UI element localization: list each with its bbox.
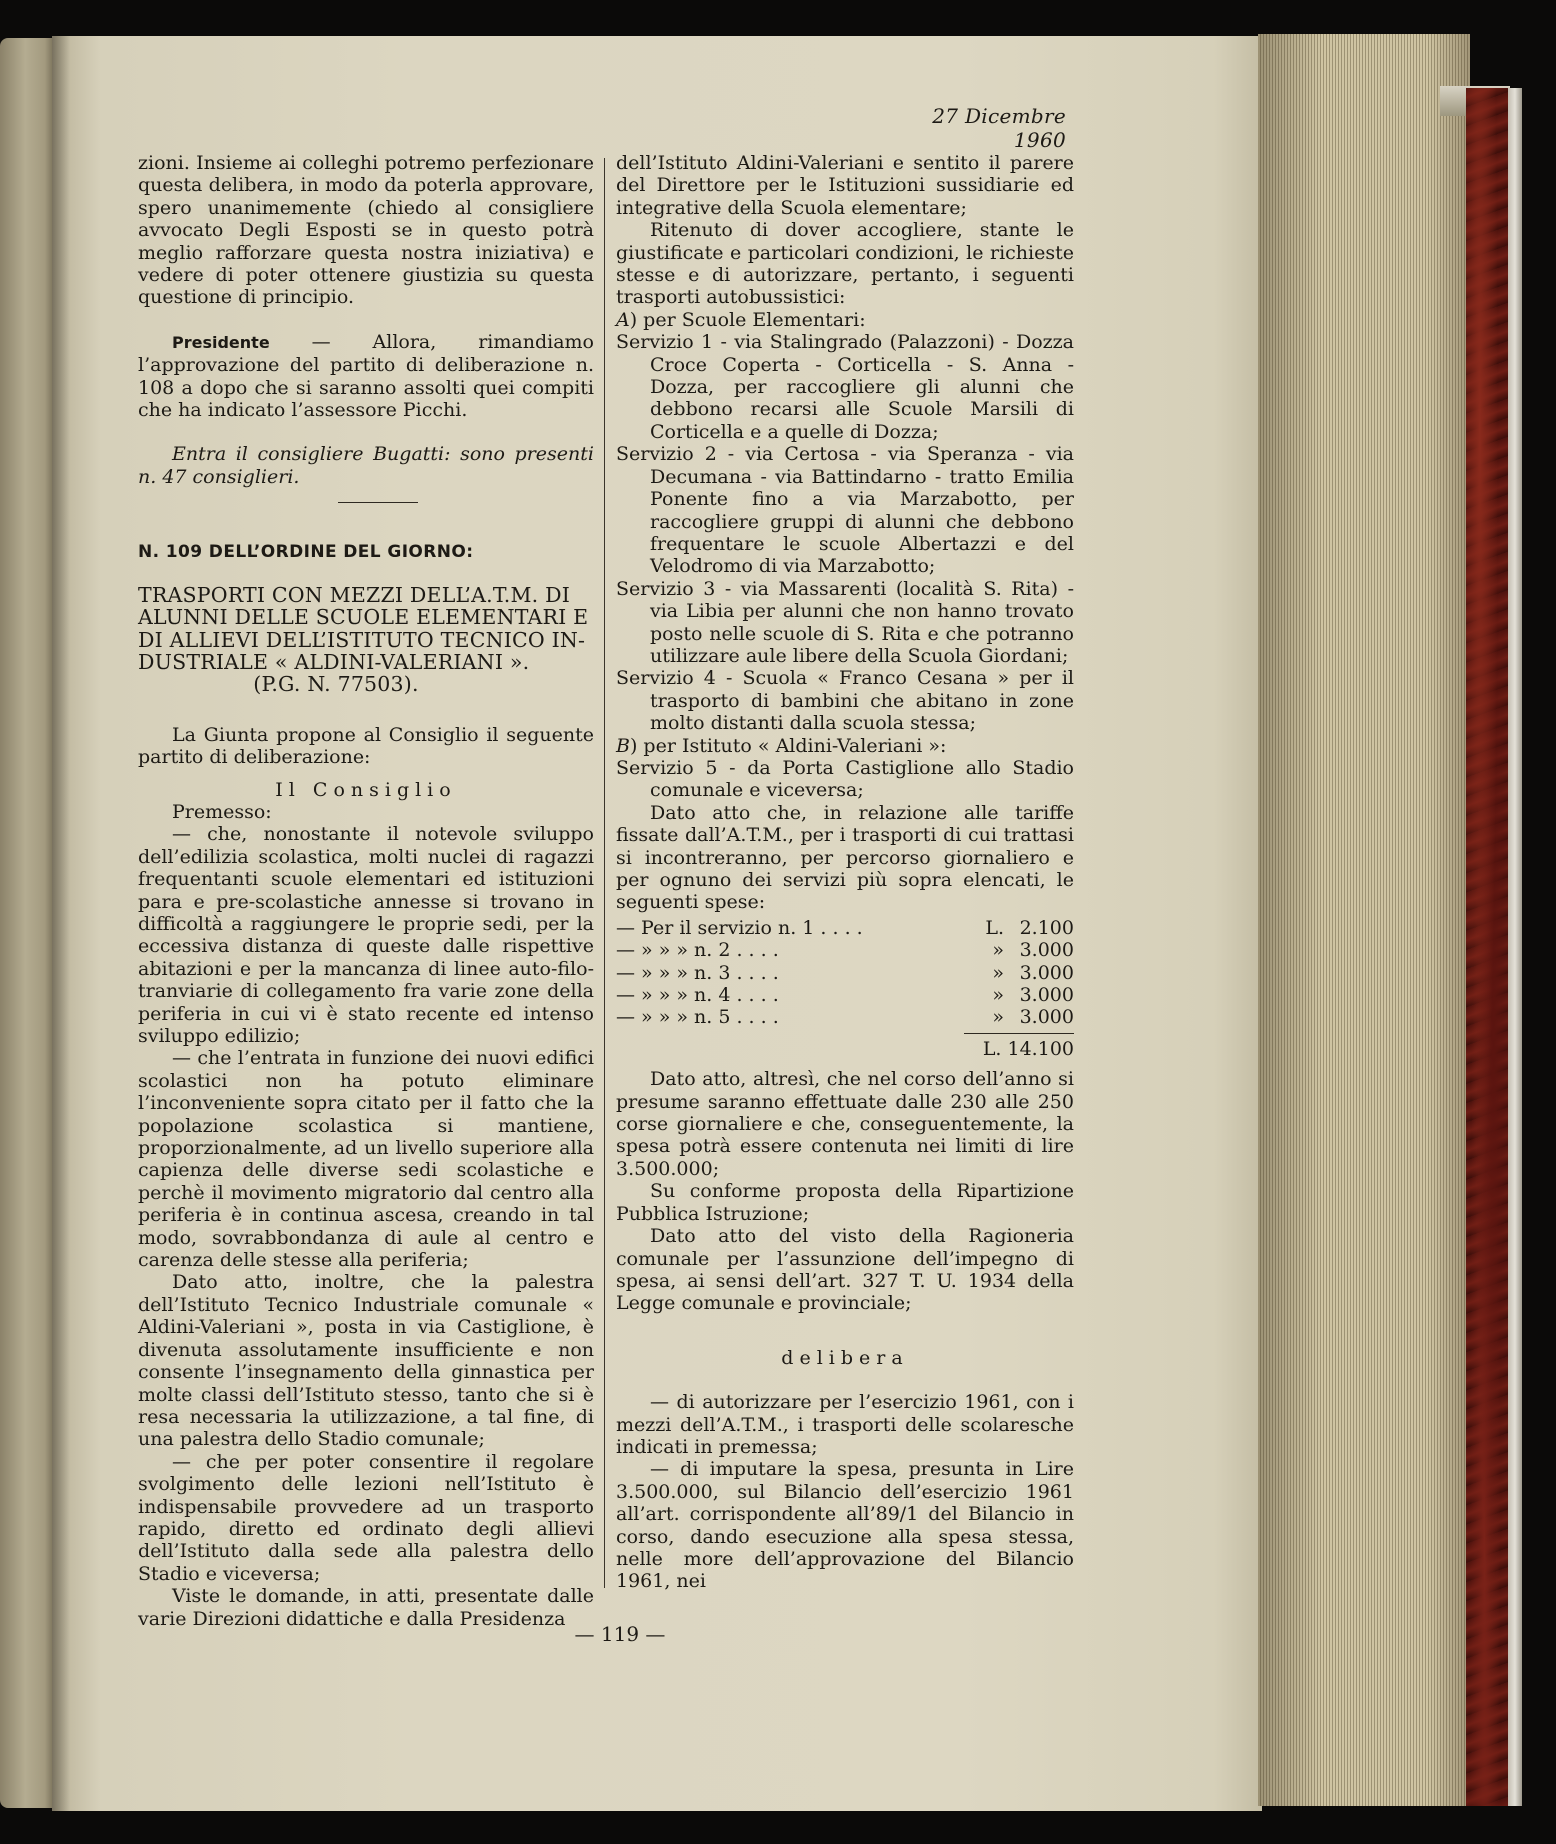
column-divider [604, 158, 605, 1588]
speaker-name: Presidente [172, 332, 270, 352]
agenda-title [138, 584, 594, 696]
il-consiglio-heading: Il Consiglio [275, 778, 457, 801]
paragraph: La Giunta propone al Consiglio il seguente partito di deliberazione: [138, 723, 594, 769]
left-column [138, 152, 594, 1630]
marbled-cover [1466, 88, 1512, 1806]
page-number: — 119 — [574, 1622, 666, 1646]
expense-label: — Per il servizio n. 1 . . . . [616, 916, 863, 939]
title-line: DI ALLIEVI DELL’ISTITUTO TECNICO IN- [138, 627, 586, 652]
cover-edge [1508, 88, 1522, 1806]
section-a [616, 309, 1074, 331]
service-5: Servizio 5 - da Porta Castiglione allo Stadio comunale e viceversa; [616, 756, 1074, 802]
left-page-edge [0, 38, 56, 1808]
section-b [616, 735, 1074, 757]
protocol-number: (P.G. N. 77503). [253, 672, 419, 697]
table-row [616, 962, 1074, 984]
right-column [616, 152, 1074, 1593]
service-4: Servizio 4 - Scuola « Franco Cesana » per il trasporto di bambini che abitano in zone molto distanti dalla scuola stessa; [616, 667, 1074, 735]
table-row [616, 939, 1074, 961]
expense-amount: 3.000 [1019, 1006, 1074, 1029]
expense-label: — » » » n. 3 . . . . [616, 961, 779, 984]
paragraph: Dato atto del visto della Ragioneria comunale per l’assunzione dell’impegno di spesa, ai sensi dell’art. 327 T. U. 1934 della Legge comunale e provinciale; [616, 1225, 1074, 1315]
expense-currency: » [992, 939, 1004, 962]
expense-amount: 3.000 [1019, 984, 1074, 1007]
expenses-table [616, 917, 1074, 1029]
title-line: TRASPORTI CON MEZZI DELL’A.T.M. DI [138, 582, 571, 607]
total-rule [964, 1033, 1074, 1034]
section-b-text: ) per Istituto « Aldini-Valeriani »: [629, 734, 947, 757]
service-3: Servizio 3 - via Massarenti (località S. Rita) - via Libia per alunni che non hanno trovato posto nelle scuole di S. Rita e che potranno utilizzare aule libere della Scuola Giordani; [616, 577, 1074, 667]
spine-shadow [52, 36, 70, 1811]
presidente-statement [138, 331, 594, 422]
expense-label: — » » » n. 2 . . . . [616, 939, 779, 962]
expense-amount: 2.100 [1019, 916, 1074, 939]
statement-text: — Allora, rimandiamo l’approvazione del partito di deliberazione n. 108 a dopo che si saranno assolti quei compiti che ha indicato l’assessore Picchi. [138, 330, 594, 422]
table-row [616, 1006, 1074, 1028]
paragraph: zioni. Insieme ai colleghi potremo perfezionare questa delibera, in modo da poterla approvare, spero unanimemente (chiedo al consigliere avvocato Degli Esposti se in questo potrà meglio rafforzare questa nostra iniziativa) e vedere di poter ottenere giustizia su questa questione di principio. [138, 152, 594, 309]
section-heading: N. 109 DELL’ORDINE DEL GIORNO: [138, 542, 474, 563]
paragraph: Viste le domande, in atti, presentate dalle varie Direzioni didattiche e dalla Presidenza [138, 1585, 594, 1630]
expense-amount: 3.000 [1019, 961, 1074, 984]
paragraph: Dato atto, inoltre, che la palestra dell’Istituto Tecnico Industriale comunale « Aldini-Valeriani », posta in via Castiglione, è divenuta assolutamente insufficiente e non consente l’insegnamento della ginnastica per molte classi dell’Istituto stesso, tanto che si è resa necessaria la utilizzazione, a tal fine, di una palestra dello Stadio comunale; [138, 1271, 594, 1451]
delibera-heading: delibera [781, 1346, 909, 1369]
expense-label: — » » » n. 5 . . . . [616, 1006, 779, 1029]
paragraph: Ritenuto di dover accogliere, stante le giustificate e particolari condizioni, le richieste stesse e di autorizzare, pertanto, i seguenti trasporti autobussistici: [616, 219, 1074, 309]
paragraph: Dato atto, altresì, che nel corso dell’anno si presume saranno effettuate dalle 230 alle 250 corse giornaliere e che, conseguentemente, la spesa potrà essere contenuta nei limiti di lire 3.500.000; [616, 1068, 1074, 1180]
page-edges-shade [1258, 34, 1470, 1806]
paragraph: Dato atto che, in relazione alle tariffe fissate dall’A.T.M., per i trasporti di cui trattasi si incontreranno, per percorso giornaliero e per ognuno dei servizi più sopra elencati, le seguenti spese: [616, 801, 1074, 914]
service-2: Servizio 2 - via Certosa - via Speranza - via Decumana - via Battindarno - tratto Emilia Ponente fino a via Marzabotto, per raccogliere gruppi di alunni che debbono frequentare le scuole Albertazzi e del Velodromo di via Marzabotto; [616, 443, 1074, 578]
section-a-text: ) per Scuole Elementari: [629, 308, 866, 331]
expense-currency: » [992, 984, 1004, 1007]
table-row [616, 917, 1074, 939]
title-line: ALUNNI DELLE SCUOLE ELEMENTARI E [138, 605, 589, 630]
running-header-date: 27 Dicembre 1960 [932, 104, 1066, 152]
service-1: Servizio 1 - via Stalingrado (Palazzoni) - Dozza Croce Coperta - Corticella - S. Anna - Dozza, per raccogliere gli alunni che debbono recarsi alle Scuole Marsili di Corticella e a quelle di Dozza; [616, 331, 1074, 443]
expense-label: — » » » n. 4 . . . . [616, 984, 779, 1007]
paragraph: Su conforme proposta della Ripartizione Pubblica Istruzione; [616, 1180, 1074, 1225]
expense-currency: » [992, 961, 1004, 984]
expense-amount: 3.000 [1019, 939, 1074, 962]
expense-currency: » [992, 1006, 1004, 1029]
paragraph: — di imputare la spesa, presunta in Lire 3.500.000, sul Bilancio dell’esercizio 1961 all’art. corrispondente all’89/1 del Bilancio in corso, dando esecuzione alla spesa stessa, nelle more dell’approvazione del Bilancio 1961, nei [616, 1458, 1074, 1593]
paragraph: — di autorizzare per l’esercizio 1961, con i mezzi dell’A.T.M., i trasporti delle scolaresche indicati in premessa; [616, 1391, 1074, 1458]
paragraph: — che, nonostante il notevole sviluppo dell’edilizia scolastica, molti nuclei di ragazzi frequentanti scuole elementari ed istituzioni para e pre-scolastiche annesse si trovano in difficoltà a raggiungere le proprie sedi, per la eccessiva distanza di queste dalle rispettive abitazioni e per la mancanza di linee auto-filo-tranviarie di collegamento fra varie zone della periferia in cui vi è stato recente ed intenso sviluppo edilizio; [138, 823, 594, 1047]
expenses-total: L. 14.100 [982, 1037, 1074, 1060]
attendance-note: Entra il consigliere Bugatti: sono presenti n. 47 consiglieri. [138, 443, 594, 488]
paragraph: dell’Istituto Aldini-Valeriani e sentito il parere del Direttore per le Istituzioni sussidiarie ed integrative della Scuola elementare; [616, 152, 1074, 219]
paragraph: — che l’entrata in funzione dei nuovi edifici scolastici non ha potuto eliminare l’inconveniente sopra citato per il fatto che la popolazione scolastica si mantiene, proporzionalmente, ad un livello superiore alla capienza delle diverse sedi scolastiche e perchè il movimento migratorio dal centro alla periferia è in continua ascesa, creando in tal modo, sovrabbondanza di aule al centro e carenza delle stesse alla periferia; [138, 1047, 594, 1272]
expense-currency: L. [985, 916, 1004, 939]
paragraph: — che per poter consentire il regolare svolgimento delle lezioni nell’Istituto è indispensabile provvedere ad un trasporto rapido, diretto ed ordinato degli allievi dell’Istituto dalla sede alla palestra dello Stadio e viceversa; [138, 1450, 594, 1585]
title-line: DUSTRIALE « ALDINI-VALERIANI ». [138, 649, 530, 674]
section-a-letter: A [616, 308, 630, 331]
premesso-label: Premesso: [172, 800, 272, 823]
section-b-letter: B [616, 734, 630, 757]
table-row [616, 984, 1074, 1006]
